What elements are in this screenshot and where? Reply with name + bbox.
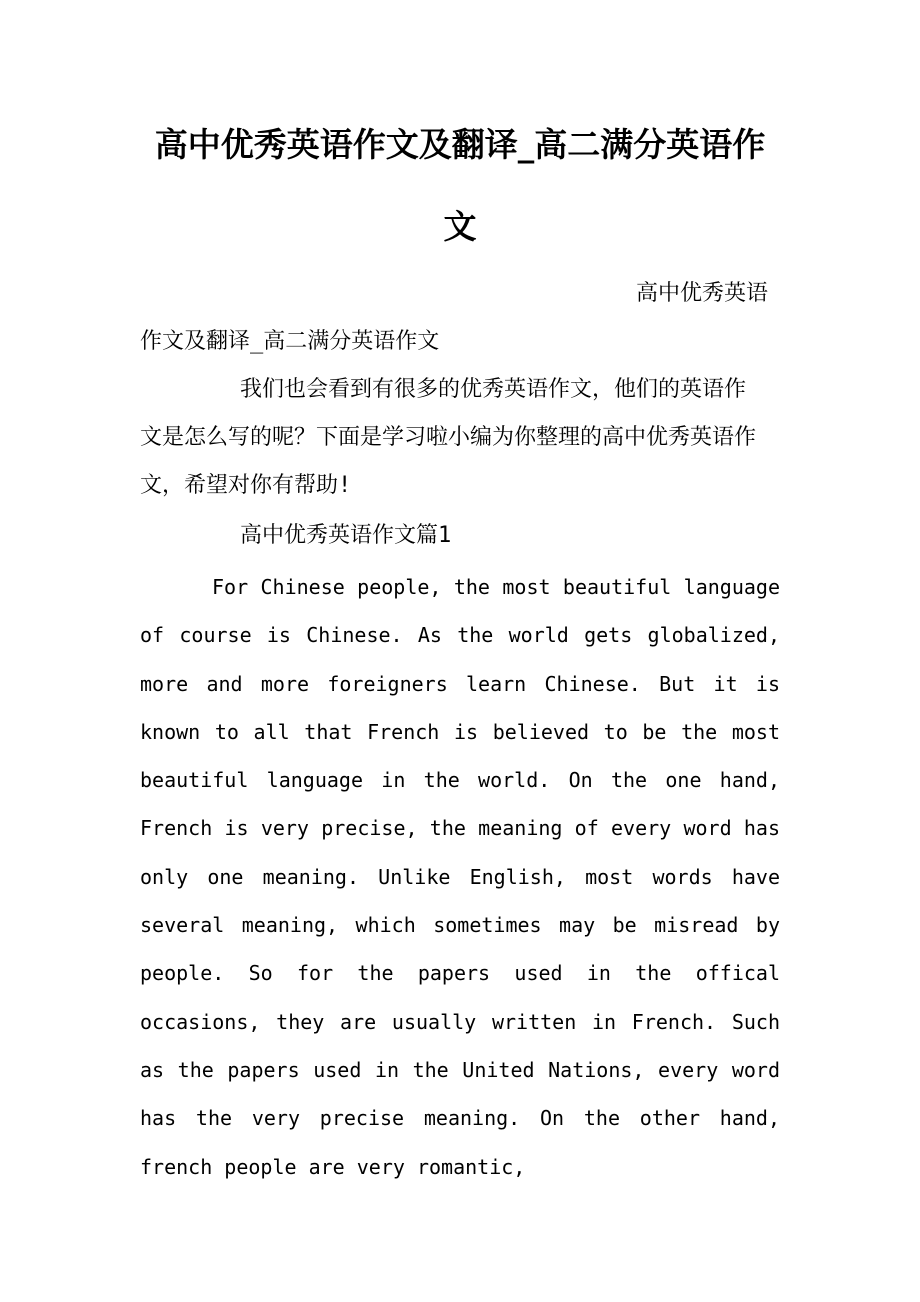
essay-paragraph: For Chinese people, the most beautiful language of course is Chinese. As the world gets globalized, more and more foreigners learn Chinese. But it is known to all that French is believed to be the most beautiful language in the world. On the one hand, French is very precise, the meaning of every word has only one meaning. Unlike English, most words have several meaning, which sometimes may be misread by people. So for the papers used in the offical occasions, they are usually written in French. Such as the papers used in the United Nations, every word has the very precise meaning. On the other hand, french people are very romantic, bbox=[140, 575, 780, 1179]
section-heading: 高中优秀英语作文篇1 bbox=[240, 523, 452, 548]
title-repeat-line-1: 高中优秀英语 bbox=[635, 281, 768, 306]
intro-paragraph: 我们也会看到有很多的优秀英语作文，他们的英语作文是怎么写的呢？下面是学习啦小编为你整理的高中优秀英语作文，希望对你有帮助! bbox=[140, 377, 757, 498]
document-title: 高中优秀英语作文及翻译_高二满分英语作文 bbox=[154, 125, 766, 246]
title-repeat-line-2: 作文及翻译_高二满分英语作文 bbox=[140, 329, 440, 354]
